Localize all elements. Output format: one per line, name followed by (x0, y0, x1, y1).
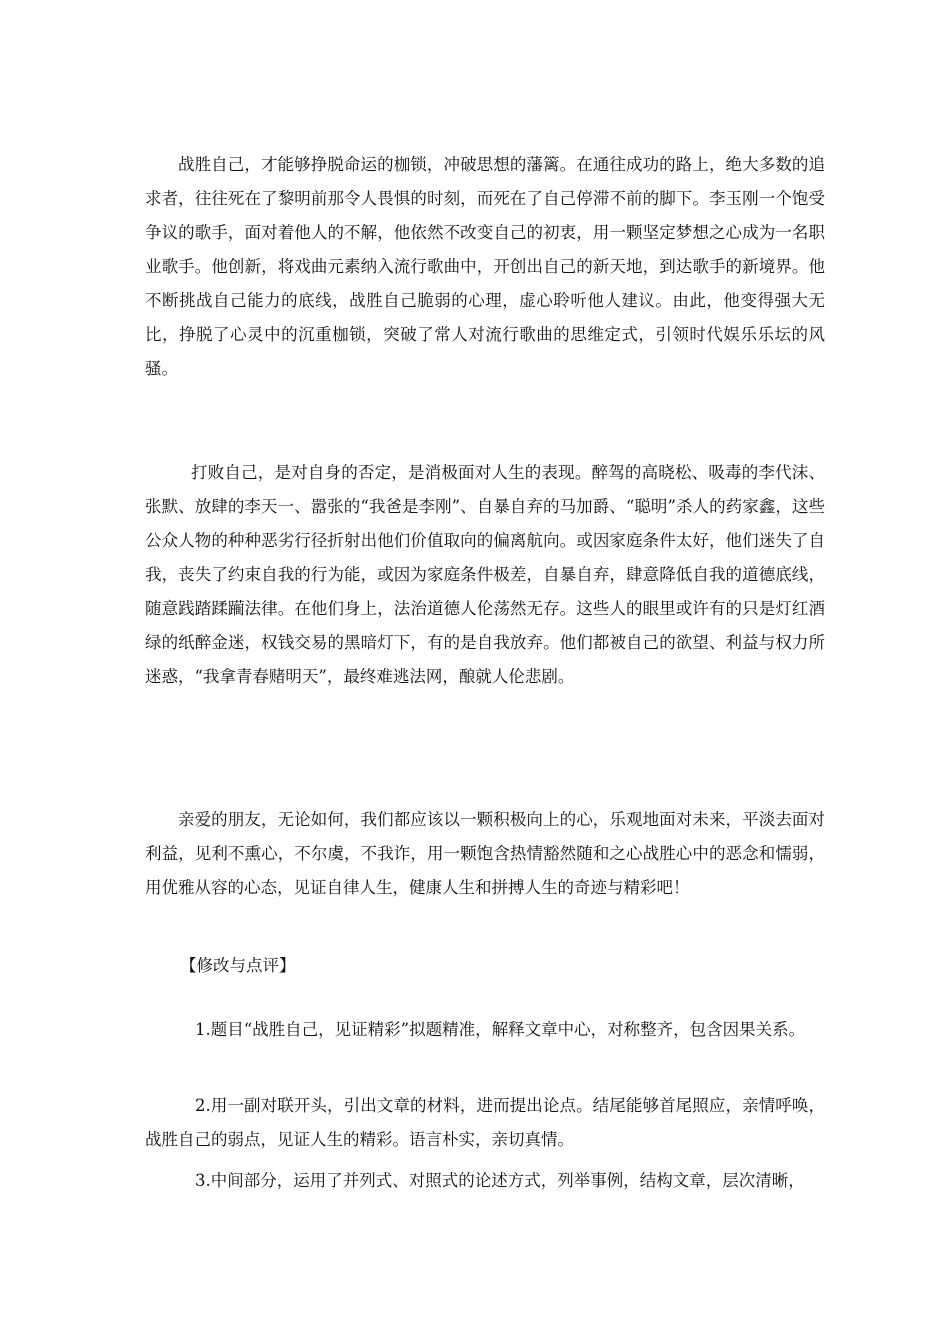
review-comment-2: 2.用一副对联开头，引出文章的材料，进而提出论点。结尾能够首尾照应，亲情呼唤，战胜自己的弱点，见证人生的精彩。语言朴实，亲切真情。 (145, 1096, 825, 1149)
essay-paragraph-1: 战胜自己，才能够挣脱命运的枷锁，冲破思想的藩篱。在通往成功的路上，绝大多数的追求者，往往死在了黎明前那令人畏惧的时刻，而死在了自己停滞不前的脚下。李玉刚一个饱受争议的歌手，面对着他人的不解，他依然不改变自己的初衷，用一颗坚定梦想之心成为一名职业歌手。他创新，将戏曲元素纳入流行歌曲中，开创出自己的新天地，到达歌手的新境界。他不断挑战自己能力的底线，战胜自己脆弱的心理，虚心聆听他人建议。由此，他变得强大无比，挣脱了心灵中的沉重枷锁，突破了常人对流行歌曲的思维定式，引领时代娱乐乐坛的风骚。 (145, 155, 825, 378)
essay-paragraph-2: 打败自己，是对自身的否定，是消极面对人生的表现。醉驾的高晓松、吸毒的李代沫、张默、放肆的李天一、嚣张的“我爸是李刚”、自暴自弃的马加爵、“聪明”杀人的药家鑫，这些公众人物的种种恶劣行径折射出他们价值取向的偏离航向。或因家庭条件太好，他们迷失了自我，丧失了约束自我的行为能，或因为家庭条件极差，自暴自弃，肆意降低自我的道德底线，随意践踏蹂躏法律。在他们身上，法治道德人伦荡然无存。这些人的眼里或许有的只是灯红酒绿的纸醉金迷，权钱交易的黑暗灯下，有的是自我放弃。他们都被自己的欲望、利益与权力所迷惑，“我拿青春赌明天”，最终难逃法网，酿就人伦悲剧。 (145, 463, 825, 686)
essay-paragraph-3: 亲爱的朋友，无论如何，我们都应该以一颗积极向上的心，乐观地面对未来，平淡去面对利益，见利不熏心，不尔虞，不我诈，用一颗饱含热情豁然随和之心战胜心中的恶念和懦弱，用优雅从容的心态，见证自律人生，健康人生和拼搏人生的奇迹与精彩吧！ (145, 810, 825, 897)
review-heading: 【修改与点评】 (180, 956, 296, 975)
review-comment-1: 1.题目“战胜自己，见证精彩”拟题精准，解释文章中心，对称整齐，包含因果关系。 (195, 1020, 806, 1039)
review-comment-3: 3.中间部分，运用了并列式、对照式的论述方式，列举事例，结构文章，层次清晰， (195, 1171, 805, 1190)
